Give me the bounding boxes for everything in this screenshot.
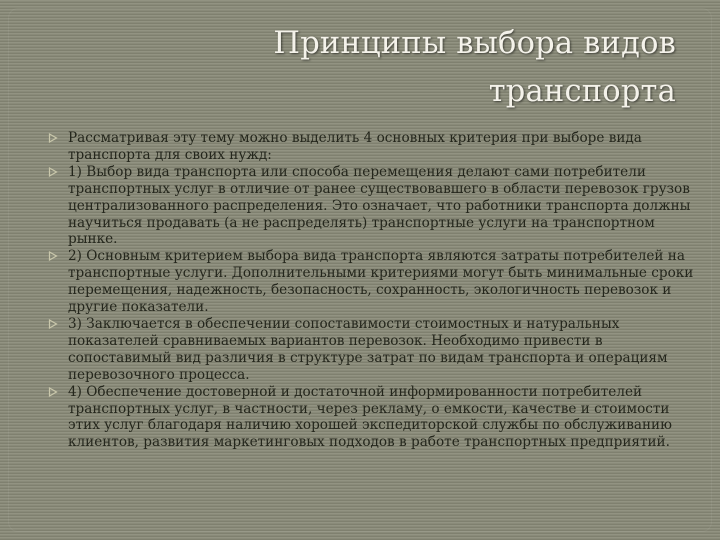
hollow-triangle-bullet-icon bbox=[48, 133, 58, 143]
hollow-triangle-bullet-icon bbox=[48, 167, 58, 177]
hollow-triangle-bullet-icon bbox=[48, 387, 58, 397]
list-item-text: Рассматривая эту тему можно выделить 4 основных критерия при выборе вида транспорта для своих нужд: bbox=[68, 130, 642, 163]
list-item bbox=[48, 384, 700, 452]
slide-title-line-2: транспорта bbox=[488, 74, 676, 109]
list-item bbox=[48, 164, 700, 249]
bullet-list bbox=[48, 130, 700, 451]
list-item-text: 4) Обеспечение достоверной и достаточной информированности потребителей транспортных услуг, в частности, через рекламу, о емкости, качестве и стоимости этих услуг благодаря наличию хорошей экспедиторской службы по обслуживанию клиентов, развития маркетинговых подходов в работе транспортных предприятий. bbox=[68, 383, 672, 451]
slide-title-line-1: Принципы выбора видов bbox=[273, 26, 676, 61]
list-item-text: 1) Выбор вида транспорта или способа перемещения делают сами потребители транспортных услуг в отличие от ранее существовавшего в области перевозок грузов централизованного распределения. Это означает, что работники транспорта должны научиться продавать (а не распределять) транспортные услуги на транспортном рынке. bbox=[68, 163, 691, 248]
slide-title bbox=[116, 20, 676, 116]
list-item bbox=[48, 130, 700, 164]
hollow-triangle-bullet-icon bbox=[48, 251, 58, 261]
list-item-text: 2) Основным критерием выбора вида транспорта являются затраты потребителей на транспортные услуги. Дополнительными критериями могут быть минимальные сроки перемещения, надежность, безопасность, сохранность, экологичность перевозок и другие показатели. bbox=[68, 248, 694, 316]
list-item bbox=[48, 316, 700, 384]
hollow-triangle-bullet-icon bbox=[48, 319, 58, 329]
list-item-text: 3) Заключается в обеспечении сопоставимости стоимостных и натуральных показателей сравниваемых вариантов перевозок. Необходимо привести в сопоставимый вид различия в структуре затрат по видам транспорта и операциям перевозочного процесса. bbox=[68, 315, 668, 383]
list-item bbox=[48, 248, 700, 316]
